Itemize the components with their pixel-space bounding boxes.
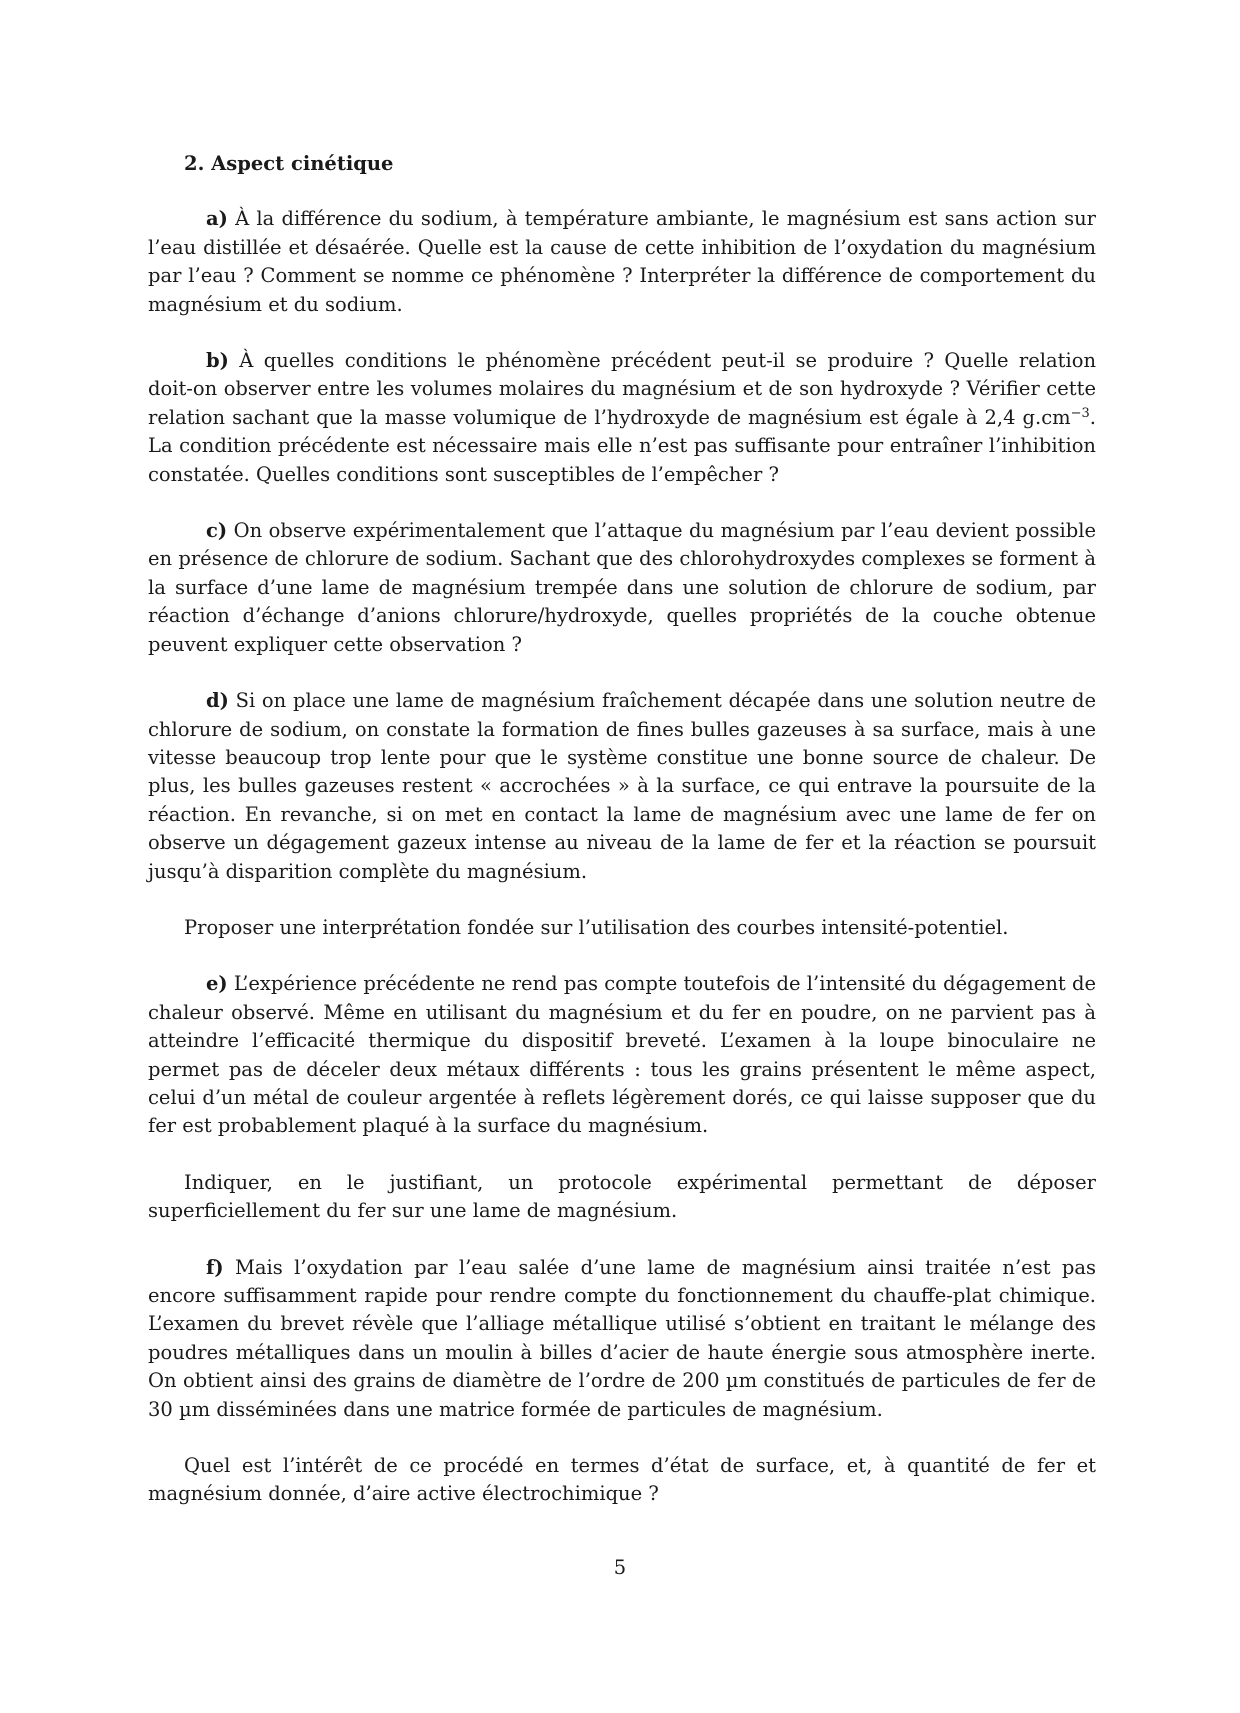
question-b-label: b) <box>206 349 229 373</box>
question-c-label: c) <box>206 519 228 543</box>
document-page <box>148 150 1096 1537</box>
question-a-text: À la différence du sodium, à température ambiante, le magnésium est sans action sur l’eau distillée et désaérée. Quelle est la cause de cette inhibition de l’oxydation du magnésium par l’eau ? Comment se nomme ce phénomène ? Interpréter la différence de comportement du magnésium et du sodium. <box>148 207 1096 316</box>
question-c-text: On observe expérimentalement que l’attaque du magnésium par l’eau devient possible en présence de chlorure de sodium. Sachant que des chlorohydroxydes complexes se forment à la surface d’une lame de magnésium trempée dans une solution de chlorure de sodium, par réaction d’échange d’anions chlorure/hydroxyde, quelles propriétés de la couche obtenue peuvent expliquer cette observation ? <box>148 519 1097 656</box>
question-e-followup: Indiquer, en le justifiant, un protocole expérimental permettant de déposer superficiellement du fer sur une lame de magnésium. <box>148 1170 1096 1223</box>
question-a <box>148 205 1096 319</box>
question-b-text-before: À quelles conditions le phénomène précédent peut-il se produire ? Quelle relation doit-on observer entre les volumes molaires du magnésium et de son hydroxyde ? Vérifier cette relation sachant que la masse volumique de l’hydroxyde de magnésium est égale à 2,4 g.cm <box>148 349 1096 429</box>
question-f-text: Mais l’oxydation par l’eau salée d’une lame de magnésium ainsi traitée n’est pas encore suffisamment rapide pour rendre compte du fonctionnement du chauffe-plat chimique. L’examen du brevet révèle que l’alliage métallique utilisé s’obtient en traitant le mélange des poudres métalliques dans un moulin à billes d’acier de haute énergie sous atmosphère inerte. On obtient ainsi des grains de diamètre de l’ordre de 200 µm constitués de particules de fer de 30 µm disséminées dans une matrice formée de particules de magnésium. <box>148 1255 1096 1421</box>
question-d-label: d) <box>206 689 229 713</box>
question-d <box>148 687 1096 886</box>
page-number: 5 <box>613 1556 627 1579</box>
question-f-label: f) <box>206 1255 224 1279</box>
question-a-label: a) <box>206 207 228 231</box>
question-f <box>148 1254 1096 1424</box>
question-b-text-after: . La condition précédente est nécessaire mais elle n’est pas suffisante pour entraîner l’inhibition constatée. Quelles conditions sont susceptibles de l’empêcher ? <box>148 405 1096 486</box>
question-e <box>148 970 1096 1140</box>
section-heading: 2. Aspect cinétique <box>184 152 394 175</box>
question-d-followup: Proposer une interprétation fondée sur l’utilisation des courbes intensité-potentiel. <box>184 915 1009 939</box>
question-c <box>148 517 1096 659</box>
question-e-label: e) <box>206 972 228 996</box>
question-d-text: Si on place une lame de magnésium fraîchement décapée dans une solution neutre de chlorure de sodium, on constate la formation de fines bulles gazeuses à sa surface, mais à une vitesse beaucoup trop lente pour que le système constitue une bonne source de chaleur. De plus, les bulles gazeuses restent « accrochées » à la surface, ce qui entrave la poursuite de la réaction. En revanche, si on met en contact la lame de magnésium avec une lame de fer on observe un dégagement gazeux intense au niveau de la lame de fer et la réaction se poursuit jusqu’à disparition complète du magnésium. <box>148 689 1096 883</box>
question-b-exponent: −3 <box>1070 405 1090 421</box>
question-b <box>148 347 1096 489</box>
question-e-text: L’expérience précédente ne rend pas compte toutefois de l’intensité du dégagement de chaleur observé. Même en utilisant du magnésium et du fer en poudre, on ne parvient pas à atteindre l’efficacité thermique du dispositif breveté. L’examen à la loupe binoculaire ne permet pas de déceler deux métaux différents : tous les grains présentent le même aspect, celui d’un métal de couleur argentée à reflets légèrement dorés, ce qui laisse supposer que du fer est probablement plaqué à la surface du magnésium. <box>148 972 1096 1138</box>
question-f-followup: Quel est l’intérêt de ce procédé en termes d’état de surface, et, à quantité de fer et magnésium donnée, d’aire active électrochimique ? <box>148 1454 1096 1506</box>
